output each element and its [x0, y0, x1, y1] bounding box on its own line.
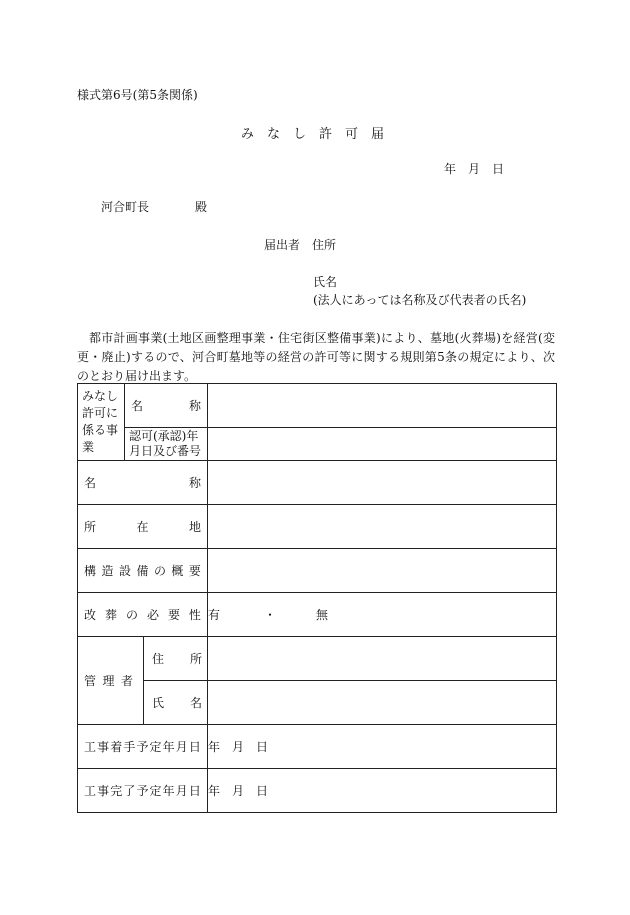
approval-label: 認可(承認)年月日及び番号	[125, 428, 208, 461]
approval-value[interactable]	[208, 428, 557, 461]
end-date-label: 工 事 完 了 予 定 年 月 日	[78, 769, 208, 813]
project-name-label: 名 称	[125, 384, 208, 428]
structure-value[interactable]	[208, 549, 557, 593]
addressee-honorific: 殿	[195, 200, 208, 214]
reburial-yes[interactable]: 有	[208, 608, 221, 622]
form-number: 様式第6号(第5条関係)	[77, 88, 198, 102]
manager-label: 管 理 者	[78, 637, 144, 725]
addressee	[101, 198, 207, 215]
submission-date[interactable]: 年 月 日	[444, 162, 505, 176]
submitter-name-note: (法人にあっては名称及び代表者の氏名)	[313, 293, 527, 307]
submitter-label: 届出者	[264, 238, 301, 252]
form-table	[77, 383, 557, 813]
manager-address-label: 住 所	[144, 637, 208, 681]
submitter-address-label: 住所	[312, 238, 337, 252]
submitter-address-line[interactable]	[264, 236, 336, 253]
page-title: みなし許可届	[240, 127, 397, 142]
manager-name-value[interactable]	[208, 681, 557, 725]
end-date-value[interactable]: 年 月 日	[208, 769, 557, 813]
start-date-value[interactable]: 年 月 日	[208, 725, 557, 769]
manager-address-value[interactable]	[208, 637, 557, 681]
facility-name-value[interactable]	[208, 461, 557, 505]
submitter-name-label[interactable]: 氏名	[313, 275, 338, 289]
reburial-value[interactable]	[208, 593, 557, 637]
manager-name-label: 氏 名	[144, 681, 208, 725]
start-date-label: 工 事 着 手 予 定 年 月 日	[78, 725, 208, 769]
deemed-project-label: みなし許可に係る事業	[78, 384, 125, 461]
reburial-separator: ・	[264, 608, 277, 622]
addressee-name: 河合町長	[101, 200, 150, 214]
structure-label: 構 造 設 備 の 概 要	[78, 549, 208, 593]
reburial-no[interactable]: 無	[316, 608, 329, 622]
project-name-value[interactable]	[208, 384, 557, 428]
location-label: 所 在 地	[78, 505, 208, 549]
location-value[interactable]	[208, 505, 557, 549]
facility-name-label: 名 称	[78, 461, 208, 505]
reburial-label: 改 葬 の 必 要 性	[78, 593, 208, 637]
declaration-text: 都市計画事業(土地区画整理事業・住宅街区整備事業)により、墓地(火葬場)を経営(変更・廃止)するので、河合町墓地等の経営の許可等に関する規則第5条の規定により、次のとおり届け出ます。	[77, 331, 555, 383]
